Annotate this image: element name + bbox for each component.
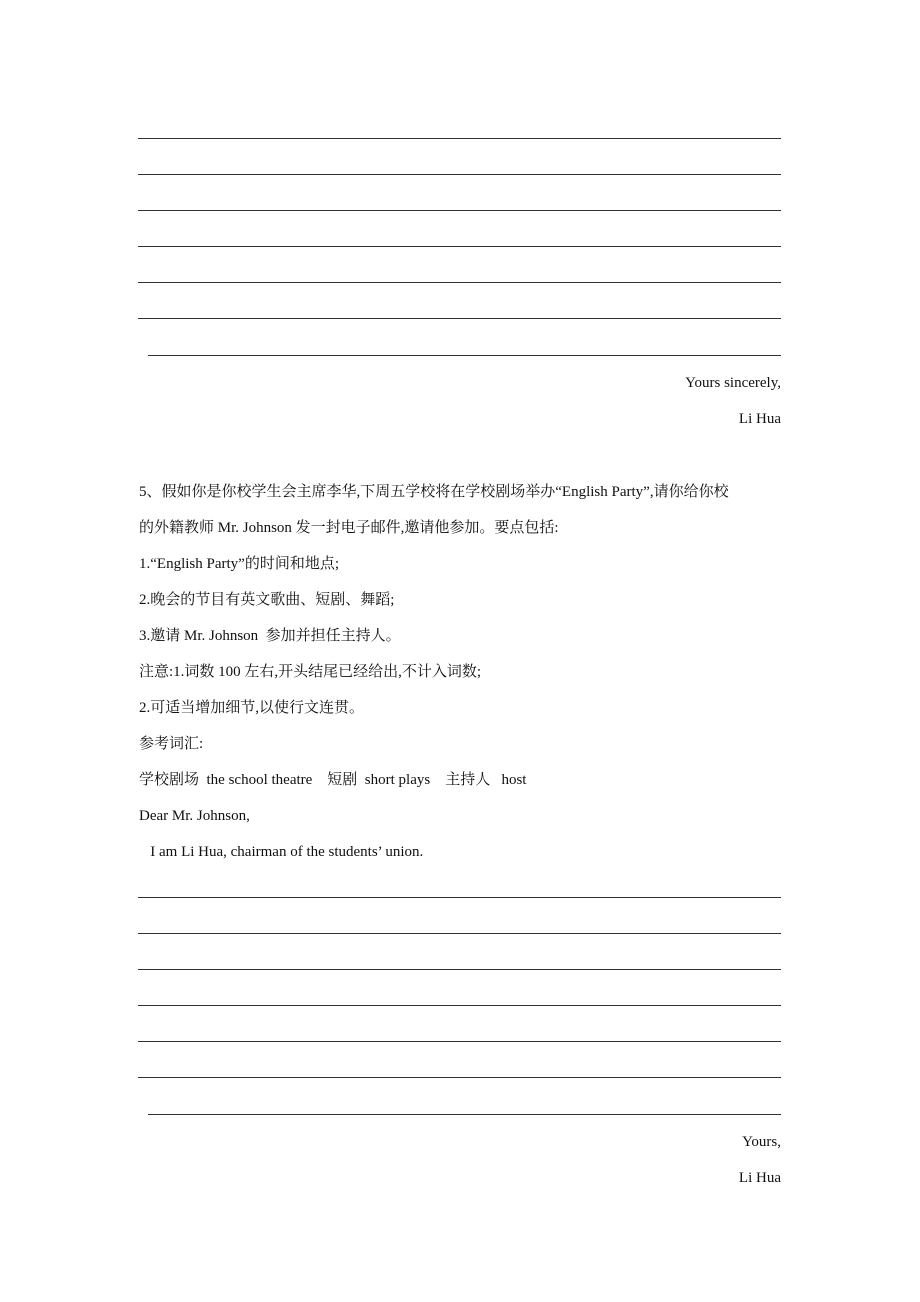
task-point-3: 3.邀请 Mr. Johnson 参加并担任主持人。 [139,628,401,644]
task-point-1: 1.“English Party”的时间和地点; [139,556,339,572]
task-point-2: 2.晚会的节目有英文歌曲、短剧、舞蹈; [139,592,395,608]
writing-line [138,1041,781,1042]
writing-line [138,138,781,139]
writing-line [148,1114,781,1115]
letter-closing: Yours sincerely, [685,375,781,391]
writing-line [148,355,781,356]
letter-opening: I am Li Hua, chairman of the students’ union. [139,844,424,860]
writing-line [138,897,781,898]
task-note-1: 注意:1.词数 100 左右,开头结尾已经给出,不计入词数; [139,664,482,680]
letter-signature: Li Hua [738,1170,781,1186]
vocab-label: 参考词汇: [139,736,204,752]
writing-line [138,282,781,283]
writing-line [138,210,781,211]
writing-line [138,1005,781,1006]
writing-line [138,1077,781,1078]
writing-line [138,246,781,247]
writing-line [138,933,781,934]
task-note-2: 2.可适当增加细节,以使行文连贯。 [139,700,365,716]
writing-line [138,174,781,175]
task-prompt-line-1: 5、假如你是你校学生会主席李华,下周五学校将在学校剧场举办“English Party”,请你给你校 [139,484,729,500]
writing-line [138,318,781,319]
writing-line [138,969,781,970]
vocab-line: 学校剧场 the school theatre 短剧 short plays 主持人 host [139,772,527,788]
letter-salutation: Dear Mr. Johnson, [139,808,250,824]
task-prompt-line-2: 的外籍教师 Mr. Johnson 发一封电子邮件,邀请他参加。要点包括: [139,520,559,536]
letter-closing: Yours, [742,1134,781,1150]
letter-signature: Li Hua [738,411,781,427]
